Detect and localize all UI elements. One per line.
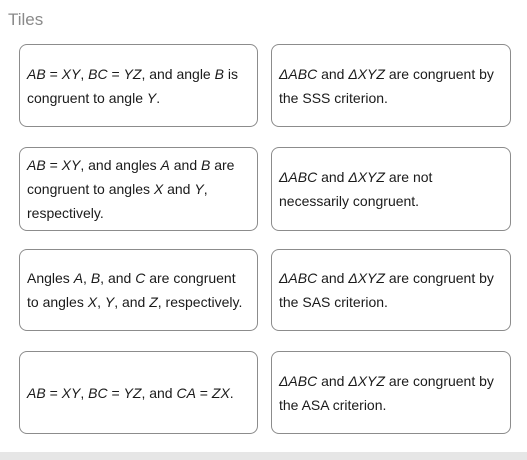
text-segment: are not necessarily congruent.: [279, 169, 433, 209]
math-variable: B: [214, 65, 224, 82]
text-segment: .: [229, 384, 234, 401]
text-segment: , and: [141, 384, 177, 401]
math-variable: YZ: [123, 384, 142, 401]
text-segment: are congruent by the ASA criterion.: [279, 372, 494, 413]
math-variable: Y: [104, 294, 115, 310]
text-segment: are congruent by the SAS criterion.: [279, 270, 494, 310]
text-segment: .: [156, 89, 161, 106]
tile-1-right[interactable]: [271, 44, 511, 127]
text-segment: =: [195, 384, 212, 401]
text-segment: , respectively.: [27, 181, 208, 221]
math-variable: AB: [27, 65, 46, 82]
text-segment: =: [45, 157, 62, 173]
tiles-heading: Tiles: [8, 10, 44, 29]
math-variable: ΔABC: [279, 372, 318, 389]
tile-text: [20, 266, 257, 314]
tile-3-left[interactable]: [19, 249, 258, 331]
tile-4-right[interactable]: [271, 351, 511, 434]
text-segment: =: [45, 384, 62, 401]
tile-text: [272, 165, 510, 213]
text-segment: and: [317, 270, 349, 286]
math-variable: ZX: [211, 384, 230, 401]
text-segment: , respectively.: [157, 294, 243, 310]
math-variable: Z: [149, 294, 158, 310]
math-variable: X: [153, 181, 164, 197]
text-segment: ,: [80, 65, 89, 82]
text-segment: =: [107, 384, 124, 401]
text-segment: are congruent to angles: [27, 157, 235, 197]
text-segment: and: [169, 157, 201, 173]
math-variable: XY: [61, 384, 81, 401]
math-variable: B: [201, 157, 211, 173]
math-variable: A: [160, 157, 170, 173]
text-segment: are congruent by the SSS criterion.: [279, 65, 494, 106]
text-segment: =: [107, 65, 124, 82]
math-variable: Y: [146, 89, 157, 106]
text-segment: , and angles: [80, 157, 161, 173]
tile-1-left[interactable]: [19, 44, 258, 127]
math-variable: YZ: [123, 65, 142, 82]
tile-3-right[interactable]: [271, 249, 511, 331]
text-segment: and: [317, 65, 349, 82]
tile-text: [20, 153, 257, 225]
text-segment: , and angle: [141, 65, 215, 82]
math-variable: AB: [27, 384, 46, 401]
math-variable: ΔXYZ: [348, 65, 385, 82]
text-segment: are congruent to angles: [27, 270, 236, 310]
text-segment: ,: [80, 384, 89, 401]
math-variable: BC: [88, 384, 108, 401]
tile-text: [272, 62, 510, 110]
text-segment: Angles: [27, 270, 74, 286]
math-variable: ΔXYZ: [348, 270, 385, 286]
math-variable: ΔXYZ: [348, 169, 385, 185]
math-variable: B: [90, 270, 101, 286]
math-variable: ΔABC: [279, 270, 318, 286]
math-variable: A: [73, 270, 84, 286]
tile-2-right[interactable]: [271, 147, 511, 231]
math-variable: Y: [194, 181, 204, 197]
math-variable: ΔABC: [279, 169, 318, 185]
tile-2-left[interactable]: [19, 147, 258, 231]
math-variable: X: [87, 294, 98, 310]
tile-text: [272, 266, 510, 314]
tile-4-left[interactable]: [19, 351, 258, 434]
math-variable: C: [135, 270, 146, 286]
text-segment: , and: [114, 294, 150, 310]
math-variable: CA: [176, 384, 196, 401]
footer-bar: [0, 452, 527, 460]
math-variable: ΔXYZ: [348, 372, 385, 389]
text-segment: =: [45, 65, 62, 82]
text-segment: and: [317, 372, 349, 389]
tile-text: [20, 381, 242, 405]
text-segment: and: [163, 181, 195, 197]
math-variable: AB: [27, 157, 46, 173]
math-variable: XY: [61, 157, 81, 173]
text-segment: ,: [97, 294, 105, 310]
text-segment: ,: [83, 270, 91, 286]
text-segment: , and: [100, 270, 136, 286]
math-variable: XY: [61, 65, 81, 82]
text-segment: is congruent to angle: [27, 65, 238, 106]
math-variable: ΔABC: [279, 65, 318, 82]
math-variable: BC: [88, 65, 108, 82]
text-segment: and: [317, 169, 349, 185]
tile-text: [272, 369, 510, 417]
tile-text: [20, 62, 257, 110]
